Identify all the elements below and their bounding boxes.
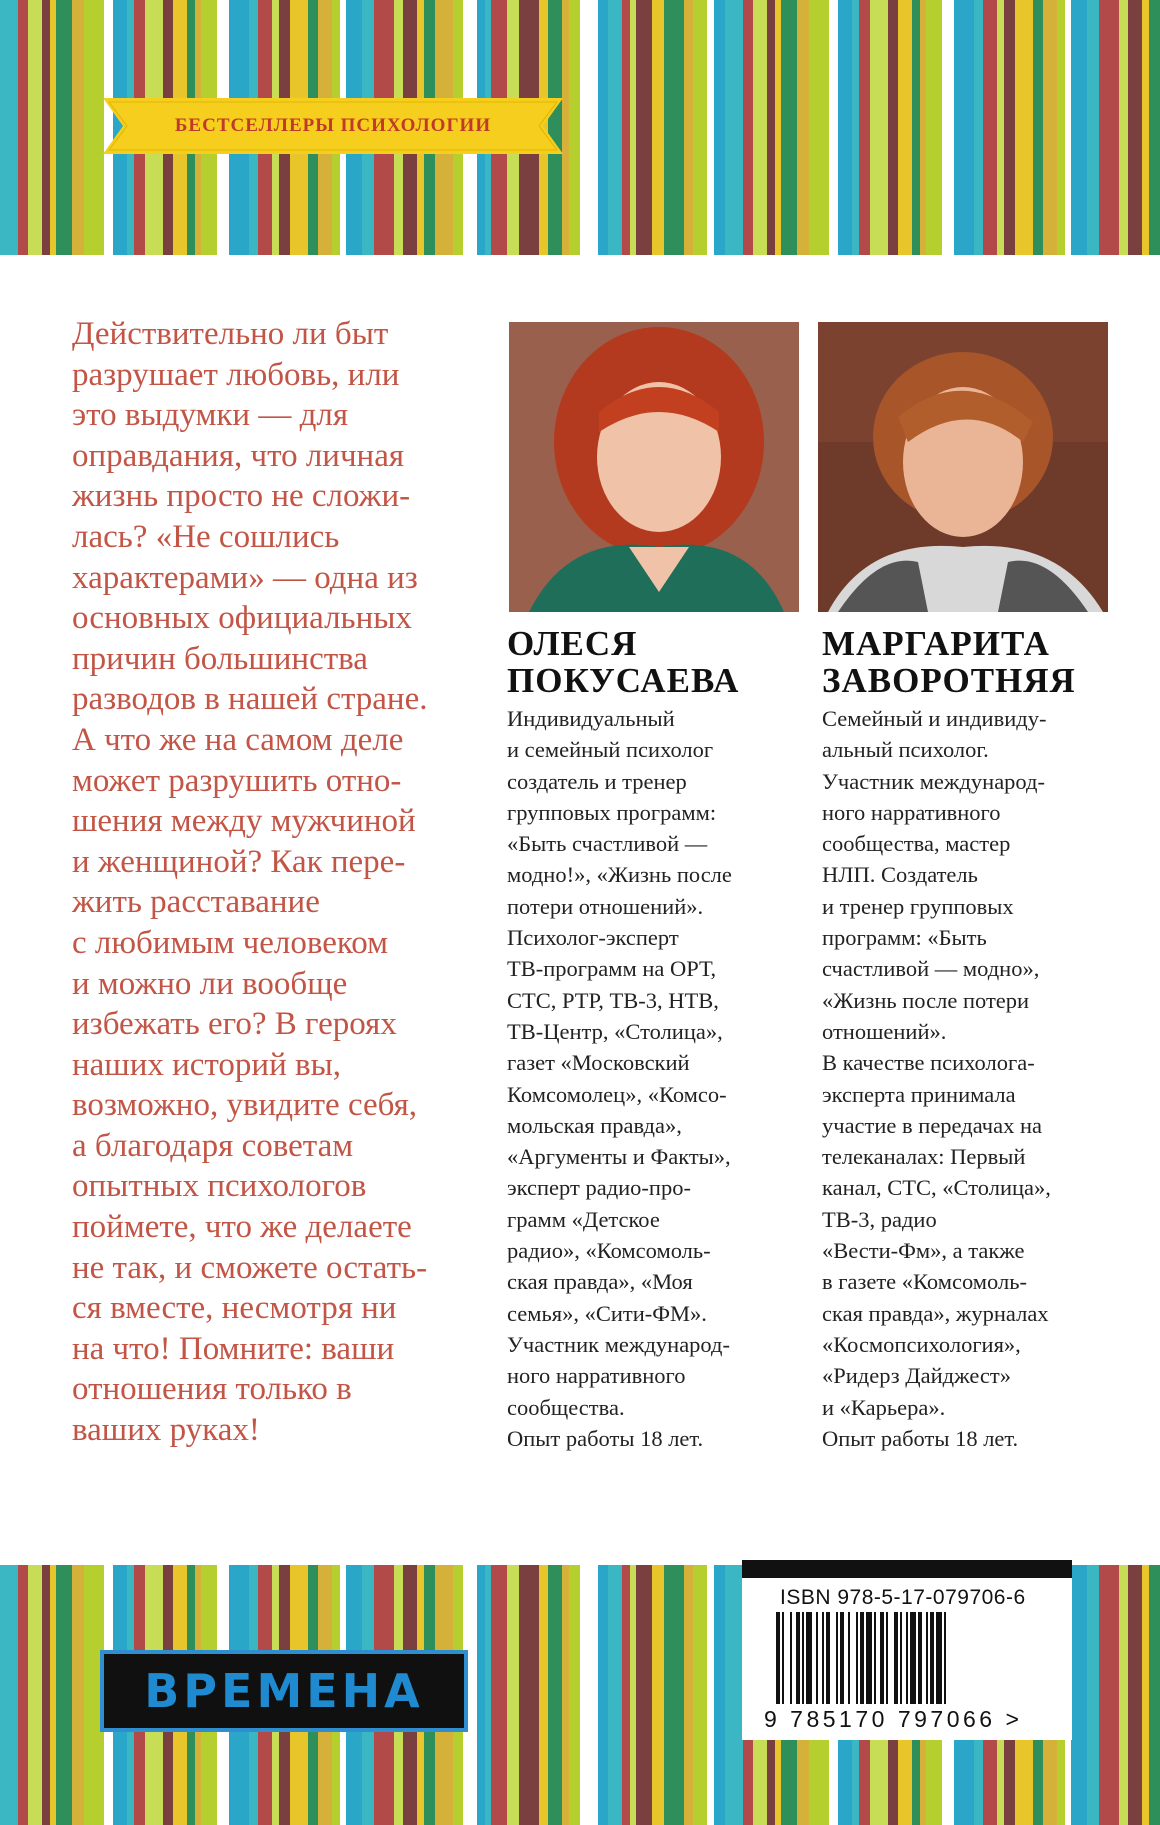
stripe	[608, 0, 622, 255]
stripe	[898, 0, 912, 255]
stripe	[714, 1565, 725, 1825]
stripe	[1142, 1565, 1149, 1825]
stripe	[926, 0, 942, 255]
stripe	[56, 0, 72, 255]
stripe	[838, 0, 852, 255]
stripe	[1149, 1565, 1160, 1825]
stripe	[809, 0, 829, 255]
barcode-digits: 9 785170 797066 >	[764, 1706, 1023, 1732]
barcode-bar	[816, 1612, 818, 1704]
stripe	[767, 0, 775, 255]
barcode-bar	[926, 1612, 928, 1704]
stripe	[997, 0, 1004, 255]
author-photo-zavorotnyaya	[818, 322, 1108, 612]
publisher-url-strip	[742, 1560, 1072, 1578]
stripe	[636, 1565, 652, 1825]
stripe	[562, 1565, 569, 1825]
stripe	[775, 0, 781, 255]
stripe	[707, 1565, 714, 1825]
stripe	[548, 1565, 562, 1825]
stripe	[562, 0, 569, 255]
barcode-bar	[796, 1612, 800, 1704]
stripe	[1015, 0, 1033, 255]
stripe	[1119, 0, 1128, 255]
author-pokusaeva	[507, 625, 807, 1454]
stripe	[598, 1565, 608, 1825]
stripe	[920, 0, 926, 255]
barcode-bar	[874, 1612, 876, 1704]
barcode-bar	[840, 1612, 844, 1704]
author-name: ОЛЕСЯ ПОКУСАЕВА	[507, 624, 740, 700]
stripe	[569, 0, 580, 255]
stripe	[569, 1565, 580, 1825]
author-bio: Индивидуальный и семейный психолог создатель и тренер групповых программ: «Быть счастливой — модно!», «Жизнь после потери отношений». Психолог-эксперт ТВ-программ на ОРТ, СТС, РТР, ТВ-3, НТВ, ТВ-Центр, «Столица», газет «Московский Комсомолец», «Комсо- мольская правда», «Аргументы и Факты», эксперт радио-про- грамм «Детское радио», «Комсомоль- ская правда», «Моя семья», «Сити-ФМ». Участник международ- ного нарративного сообщества. Опыт работы 18 лет.	[507, 706, 732, 1451]
barcode-bar	[782, 1612, 784, 1704]
stripe	[870, 0, 888, 255]
stripe	[580, 0, 598, 255]
stripe	[630, 1565, 636, 1825]
stripe	[725, 0, 743, 255]
stripe	[42, 0, 50, 255]
stripe	[652, 0, 664, 255]
author-photo-pokusaeva	[509, 322, 799, 612]
barcode-bar	[848, 1612, 850, 1704]
barcode-bar	[894, 1612, 898, 1704]
barcode-bar	[802, 1612, 804, 1704]
stripe	[477, 1565, 485, 1825]
barcode-bar	[826, 1612, 830, 1704]
stripe	[664, 0, 684, 255]
stripe	[1099, 1565, 1119, 1825]
barcode-bar	[944, 1612, 946, 1704]
stripe	[598, 0, 608, 255]
stripe	[829, 0, 838, 255]
barcode-bar	[930, 1612, 934, 1704]
barcode-bar	[910, 1612, 916, 1704]
stripe	[684, 0, 693, 255]
stripe	[28, 1565, 42, 1825]
stripe	[50, 1565, 56, 1825]
author-name: МАРГАРИТА ЗАВОРОТНЯЯ	[822, 624, 1076, 700]
stripe	[519, 1565, 539, 1825]
stripe	[485, 1565, 491, 1825]
stripe	[18, 1565, 28, 1825]
stripe	[0, 1565, 18, 1825]
stripe	[652, 1565, 664, 1825]
stripe	[28, 0, 42, 255]
stripe	[781, 0, 797, 255]
stripe	[1087, 0, 1099, 255]
stripe	[983, 0, 997, 255]
stripe	[1087, 1565, 1099, 1825]
stripe	[580, 1565, 598, 1825]
barcode-bar	[806, 1612, 812, 1704]
stripe	[491, 1565, 507, 1825]
stripe	[1071, 0, 1087, 255]
stripe	[1043, 0, 1057, 255]
stripe	[1149, 0, 1160, 255]
stripe	[50, 0, 56, 255]
stripe	[0, 0, 18, 255]
barcode-bar	[856, 1612, 858, 1704]
barcode-bar	[860, 1612, 864, 1704]
author-bio: Семейный и индивиду- альный психолог. Участник международ- ного нарративного сообщества, мастер НЛП. Создатель и тренер групповых программ: «Быть счастливой — модно», «Жизнь после потери отношений». В качестве психолога- эксперта принимала участие в передачах на телеканалах: Первый канал, СТС, «Столица», ТВ-3, радио «Вести-Фм», а также в газете «Комсомоль- ская правда», журналах «Космопсихология», «Ридерз Дайджест» и «Карьера». Опыт работы 18 лет.	[822, 706, 1051, 1451]
stripe	[84, 0, 104, 255]
blurb-text: Действительно ли быт разрушает любовь, или это выдумки — для оправдания, что личная жизнь просто не сложи- лась? «Не сошлись характерами» — одна из основных официальных причин большинства разводов в нашей стране. А что же на самом деле может разрушить отно- шения между мужчиной и женщиной? Как пере- жить расставание с любимым человеком и можно ли вообще избежать его? В героях наших историй вы, возможно, увидите себя, а благодаря советам опытных психологов поймете, что же делаете не так, и сможете остать- ся вместе, несмотря ни на что! Помните: ваши отношения только в ваших руках!	[72, 316, 428, 1449]
barcode-bar	[822, 1612, 824, 1704]
barcode-bar	[900, 1612, 902, 1704]
barcode-bar	[918, 1612, 922, 1704]
stripe	[693, 1565, 707, 1825]
barcode-bar	[790, 1612, 792, 1704]
stripe	[1004, 0, 1015, 255]
barcode-bar	[836, 1612, 838, 1704]
stripe	[1071, 1565, 1087, 1825]
stripe	[753, 0, 767, 255]
stripe	[954, 0, 974, 255]
stripe	[1099, 0, 1119, 255]
stripe	[1128, 1565, 1142, 1825]
stripe	[852, 0, 859, 255]
stripe	[707, 0, 714, 255]
stripe	[693, 0, 707, 255]
barcode-bar	[866, 1612, 872, 1704]
barcode-icon	[776, 1612, 1036, 1704]
stripe	[56, 1565, 72, 1825]
stripe	[797, 0, 809, 255]
stripe	[1065, 0, 1071, 255]
stripe	[743, 0, 753, 255]
stripe	[1057, 0, 1065, 255]
barcode-block	[742, 1560, 1072, 1740]
stripe	[72, 1565, 84, 1825]
stripe	[622, 0, 630, 255]
series-ribbon	[103, 98, 563, 154]
stripe	[1119, 1565, 1128, 1825]
stripe	[18, 0, 28, 255]
barcode-bar	[936, 1612, 942, 1704]
stripe	[684, 1565, 693, 1825]
stripe	[622, 1565, 630, 1825]
stripe	[725, 1565, 743, 1825]
stripe	[1033, 0, 1043, 255]
stripe	[42, 1565, 50, 1825]
stripe	[539, 1565, 548, 1825]
stripe	[608, 1565, 622, 1825]
publisher-logo	[100, 1650, 468, 1732]
isbn-label: ISBN 978-5-17-079706-6	[780, 1586, 1026, 1609]
barcode-bar	[776, 1612, 780, 1704]
stripe	[859, 0, 870, 255]
stripe	[888, 0, 898, 255]
publisher-logo-text: ВРЕМЕНА	[144, 1664, 424, 1718]
stripe	[72, 0, 84, 255]
series-ribbon-label: БЕСТСЕЛЛЕРЫ ПСИХОЛОГИИ	[174, 115, 492, 136]
stripe	[664, 1565, 684, 1825]
stripe	[630, 0, 636, 255]
barcode-bar	[886, 1612, 888, 1704]
stripe	[507, 1565, 519, 1825]
stripe	[1128, 0, 1142, 255]
barcode-bar	[880, 1612, 884, 1704]
stripe	[1142, 0, 1149, 255]
stripe	[912, 0, 920, 255]
stripe	[636, 0, 652, 255]
author-zavorotnyaya	[822, 625, 1122, 1454]
stripe	[942, 0, 954, 255]
stripe	[974, 0, 983, 255]
stripe	[714, 0, 725, 255]
barcode-bar	[906, 1612, 908, 1704]
